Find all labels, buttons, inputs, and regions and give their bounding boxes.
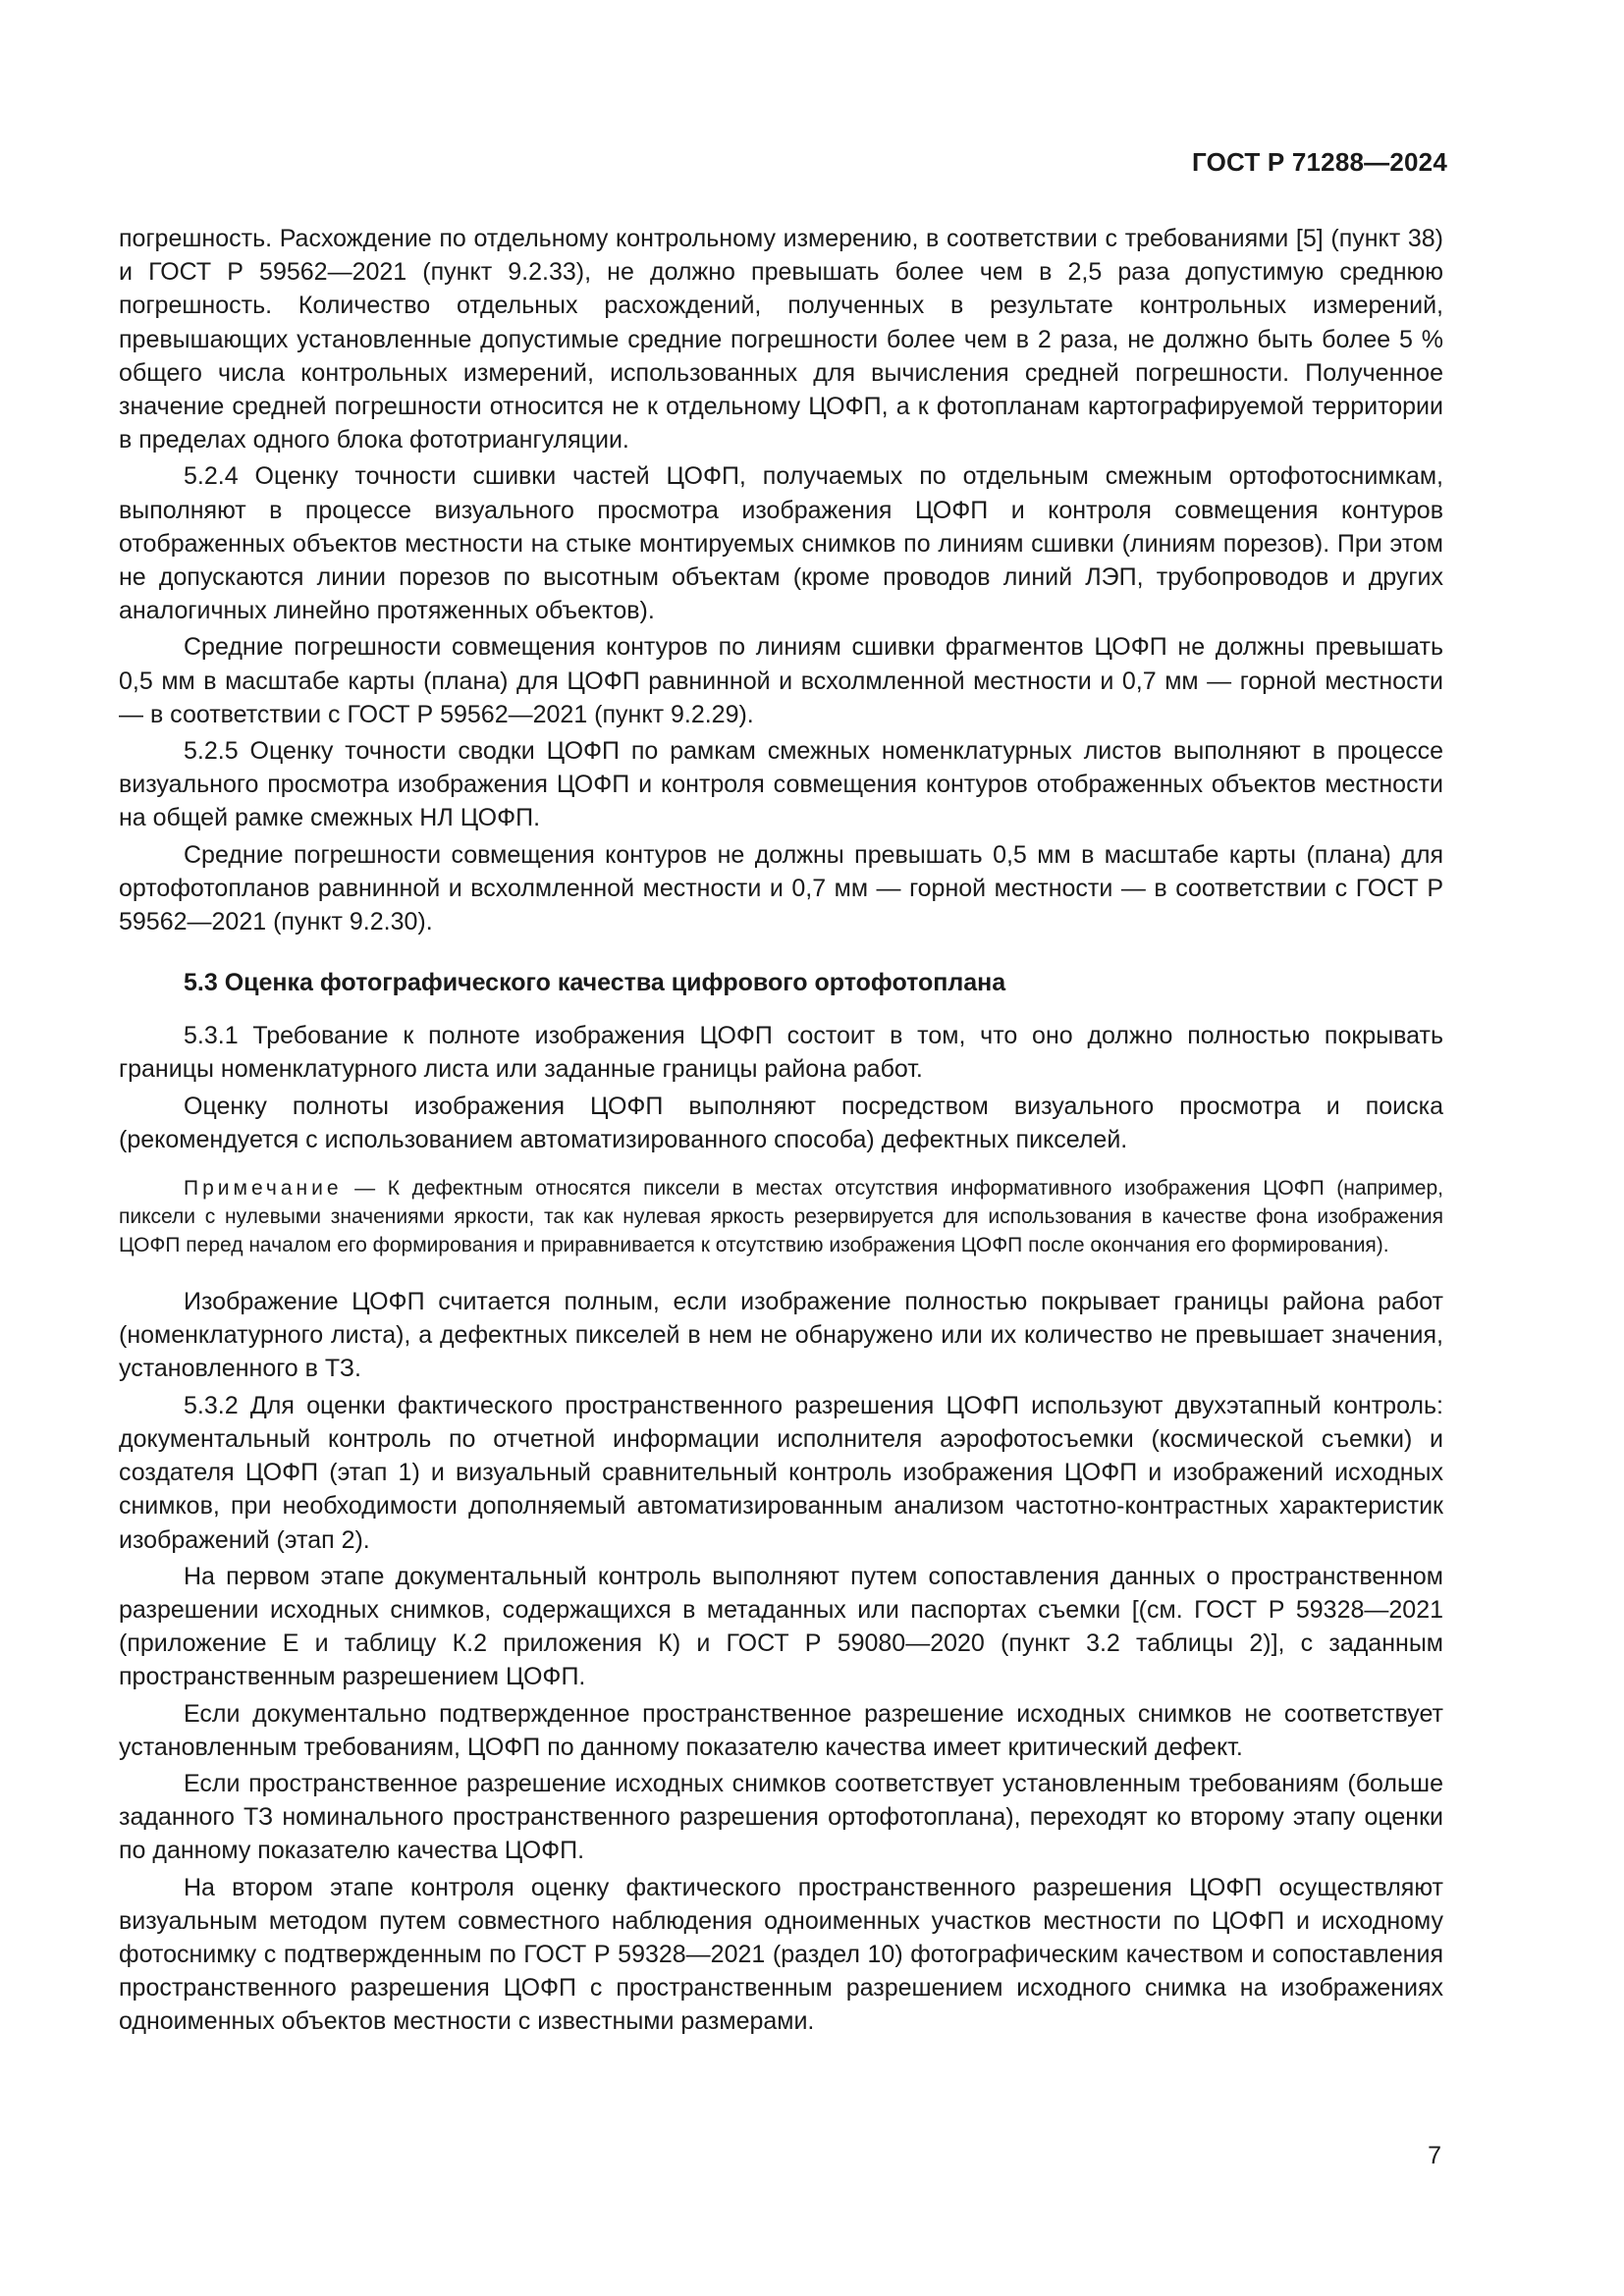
paragraph-5-2-5: 5.2.5 Оценку точности сводки ЦОФП по рамкам смежных номенклатурных листов выполняют в процессе визуального просмотра изображения ЦОФП и контроля совмещения контуров отображенных объектов местности на общей рамке смежных НЛ ЦОФП.: [119, 737, 1443, 832]
paragraph: Оценку полноты изображения ЦОФП выполняют посредством визуального просмотра и поиска (рекомендуется с использованием автоматизированного способа) дефектных пикселей.: [119, 1092, 1443, 1153]
note: [119, 1174, 1443, 1259]
paragraph: На первом этапе документальный контроль выполняют путем сопоставления данных о пространственном разрешении исходных снимков, содержащихся в метаданных или паспортах съемки [(см. ГОСТ Р 59328—2021 (приложение Е и таблицу К.2 приложения К) и ГОСТ Р 59080—2020 (пункт 3.2 таблицы 2)], с заданным пространственным разрешением ЦОФП.: [119, 1562, 1443, 1691]
document-standard-number: ГОСТ Р 71288—2024: [1192, 147, 1447, 177]
paragraph: На втором этапе контроля оценку фактического пространственного разрешения ЦОФП осуществляют визуальным методом путем совместного наблюдения одноименных участков местности по ЦОФП и исходному фотоснимку с подтвержденным по ГОСТ Р 59328—2021 (раздел 10) фотографическим качеством и сопоставления пространственного разрешения ЦОФП с пространственным разрешением исходного снимка на изображениях одноименных объектов местности с известными размерами.: [119, 1873, 1443, 2036]
section-heading-5-3: 5.3 Оценка фотографического качества цифрового ортофотоплана: [184, 969, 1006, 997]
note-text: — К дефектным относятся пиксели в местах отсутствия информативного изображения ЦОФП (например, пиксели с нулевыми значениями яркости, так как нулевая яркость резервируется для использования в качестве фона изображения ЦОФП перед началом его формирования и приравнивается к отсутствию изображения ЦОФП после окончания его формирования).: [119, 1177, 1443, 1257]
paragraph-5-3-1: 5.3.1 Требование к полноте изображения ЦОФП состоит в том, что оно должно полностью покрывать границы номенклатурного листа или заданные границы района работ.: [119, 1022, 1443, 1084]
paragraph-5-2-4: 5.2.4 Оценку точности сшивки частей ЦОФП, получаемых по отдельным смежным ортофотоснимкам, выполняют в процессе визуального просмотра изображения ЦОФП и контроля совмещения контуров отображенных объектов местности на стыке монтируемых снимков по линиям сшивки (линиям порезов). При этом не допускаются линии порезов по высотным объектам (кроме проводов линий ЛЭП, трубопроводов и других аналогичных линейно протяженных объектов).: [119, 462, 1443, 625]
page-number: 7: [1428, 2142, 1441, 2169]
note-label: Примечание: [184, 1177, 343, 1201]
paragraph: Средние погрешности совмещения контуров по линиям сшивки фрагментов ЦОФП не должны превышать 0,5 мм в масштабе карты (плана) для ЦОФП равнинной и всхолмленной местности и 0,7 мм — горной местности — в соответствии с ГОСТ Р 59562—2021 (пункт 9.2.29).: [119, 633, 1443, 728]
paragraph: Если пространственное разрешение исходных снимков соответствует установленным требованиям (больше заданного ТЗ номинального пространственного разрешения ортофотоплана), переходят ко второму этапу оценки по данному показателю качества ЦОФП.: [119, 1769, 1443, 1865]
paragraph: погрешность. Расхождение по отдельному контрольному измерению, в соответствии с требованиями [5] (пункт 38) и ГОСТ Р 59562—2021 (пункт 9.2.33), не должно превышать более чем в 2,5 раза допустимую среднюю погрешность. Количество отдельных расхождений, полученных в результате контрольных измерений, превышающих установленные допустимые средние погрешности более чем в 2 раза, не должно быть более 5 % общего числа контрольных измерений, использованных для вычисления средней погрешности. Полученное значение средней погрешности относится не к отдельному ЦОФП, а к фотопланам картографируемой территории в пределах одного блока фототриангуляции.: [119, 225, 1443, 454]
document-body: [119, 222, 1443, 2042]
paragraph: Изображение ЦОФП считается полным, если изображение полностью покрывает границы района работ (номенклатурного листа), а дефектных пикселей в нем не обнаружено или их количество не превышает значения, установленного в ТЗ.: [119, 1288, 1443, 1383]
paragraph: Средние погрешности совмещения контуров не должны превышать 0,5 мм в масштабе карты (плана) для ортофотопланов равнинной и всхолмленной местности и 0,7 мм — горной местности — в соответствии с ГОСТ Р 59562—2021 (пункт 9.2.30).: [119, 840, 1443, 936]
paragraph-5-3-2: 5.3.2 Для оценки фактического пространственного разрешения ЦОФП используют двухэтапный контроль: документальный контроль по отчетной информации исполнителя аэрофотосъемки (космической съемки) и создателя ЦОФП (этап 1) и визуальный сравнительный контроль изображения ЦОФП и изображений исходных снимков, при необходимости дополняемый автоматизированным анализом частотно-контрастных характеристик изображений (этап 2).: [119, 1391, 1443, 1554]
paragraph: Если документально подтвержденное пространственное разрешение исходных снимков не соответствует установленным требованиям, ЦОФП по данному показателю качества имеет критический дефект.: [119, 1699, 1443, 1761]
